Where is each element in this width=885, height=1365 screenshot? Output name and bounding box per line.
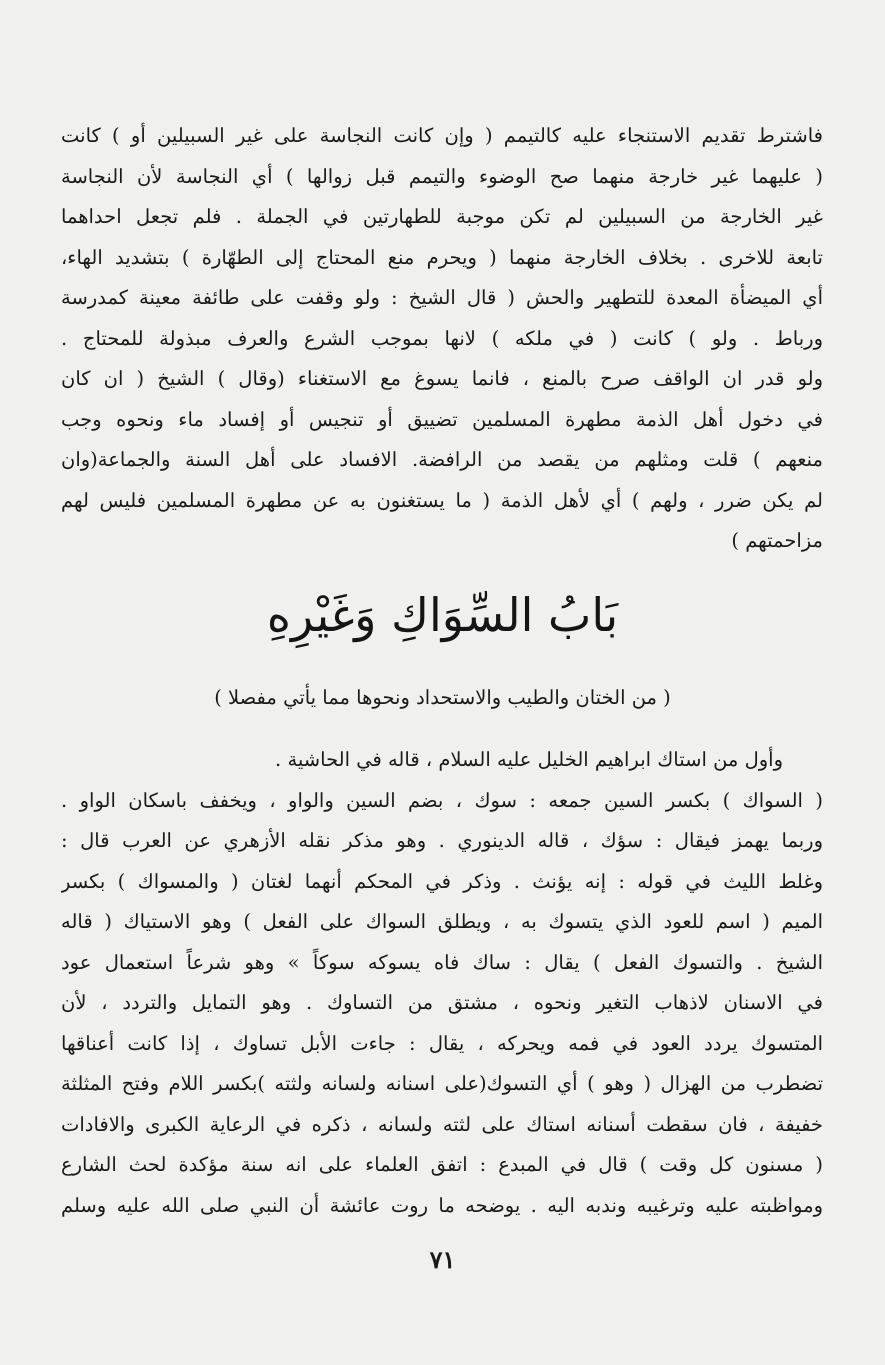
text-line: ( عليهما غير خارجة منهما صح الوضوء والتيمم قبل زوالها ) أي النجاسة لأن النجاسة [61, 164, 823, 188]
text-line: ومواظبته عليه وترغيبه وندبه اليه . يوضحه ما روت عائشة أن النبي صلى الله عليه وسلم [61, 1193, 823, 1217]
text-line: الميم ( اسم للعود الذي يتسوك به ، ويطلق السواك على الفعل ) وهو الاستياك ( قاله [61, 910, 823, 933]
text-line: وأول من استاك ابراهيم الخليل عليه السلام ، قاله في الحاشية . [275, 748, 783, 771]
page-number: ٧١ [429, 1245, 456, 1274]
text-line: ( السواك ) بكسر السين جمعه : سوك ، بضم السين والواو ، ويخفف باسكان الواو . [61, 788, 823, 812]
text-line: في دخول أهل الذمة مطهرة المسلمين تضييق أو تنجيس أو إفساد ماء ونحوه وجب [61, 407, 823, 431]
chapter-subtitle: ( من الختان والطيب والاستحداد ونحوها مما يأتي مفصلا ) [214, 686, 671, 709]
bottom-paragraph [61, 740, 823, 1226]
text-line: ( مسنون كل وقت ) قال في المبدع : اتفق العلماء على انه سنة مؤكدة لحث الشارع [61, 1153, 823, 1176]
text-line: أي الميضأة المعدة للتطهير والحش ( قال الشيخ : ولو وقفت على طائفة معينة كمدرسة [61, 286, 823, 309]
text-line: الشيخ . والتسوك الفعل ) يقال : ساك فاه يسوكه سوكاً » وهو شرعاً استعمال عود [61, 950, 823, 974]
text-line: غير الخارجة من السبيلين لم تكن موجبة للطهارتين في الجملة . فلم تجعل احداهما [61, 205, 823, 228]
text-line: فاشترط تقديم الاستنجاء عليه كالتيمم ( وإن كانت النجاسة على غير السبيلين أو ) كانت [61, 124, 823, 147]
chapter-title: بَابُ السِّوَاكِ وَغَيْرِهِ [266, 588, 619, 642]
text-line: وربما يهمز فيقال : سؤك ، قاله الدينوري . وهو مذكر نقله الأزهري عن العرب قال : [61, 829, 823, 852]
text-line: تضطرب من الهزال ( وهو ) أي التسوك(على اسنانه ولسانه ولثته )بكسر اللام وفتح المثلثة [61, 1072, 823, 1095]
top-paragraph [61, 116, 823, 562]
text-line: منعهم ) قلت ومثلهم من يقصد من الرافضة. الافساد على أهل السنة والجماعة(وان [61, 448, 823, 471]
text-line: تابعة للاخرى . بخلاف الخارجة منهما ( ويحرم منع المحتاج إلى الطهّارة ) بتشديد الهاء، [61, 245, 823, 269]
text-line: ولو قدر ان الواقف صرح بالمنع ، فانما يسوغ مع الاستغناء (وقال ) الشيخ ( ان كان [61, 367, 823, 390]
text-line: لم يكن ضرر ، ولهم ) أي لأهل الذمة ( ما يستغنون به عن مطهرة المسلمين فليس لهم [61, 488, 823, 512]
text-line: المتسوك يردد العود في فمه ويحركه ، يقال : جاءت الأبل تساوك ، إذا كانت أعناقها [61, 1031, 823, 1055]
text-line: في الاسنان لاذهاب التغير ونحوه ، مشتق من التساوك . وهو التمايل والتردد ، لأن [61, 991, 823, 1014]
text-line: خفيفة ، فان سقطت أسنانه استاك على لثته ولسانه ، ذكره في الرعاية الكبرى والافادات [61, 1112, 823, 1136]
text-line: ورباط . ولو ) كانت ( في ملكه ) لانها بموجب الشرع والعرف مبذولة للمحتاج . [61, 326, 823, 350]
text-line: وغلط الليث في قوله : إنه يؤنث . وذكر في المحكم أنهما لغتان ( والمسواك ) بكسر [61, 869, 823, 893]
text-line: مزاحمتهم ) [731, 529, 823, 552]
